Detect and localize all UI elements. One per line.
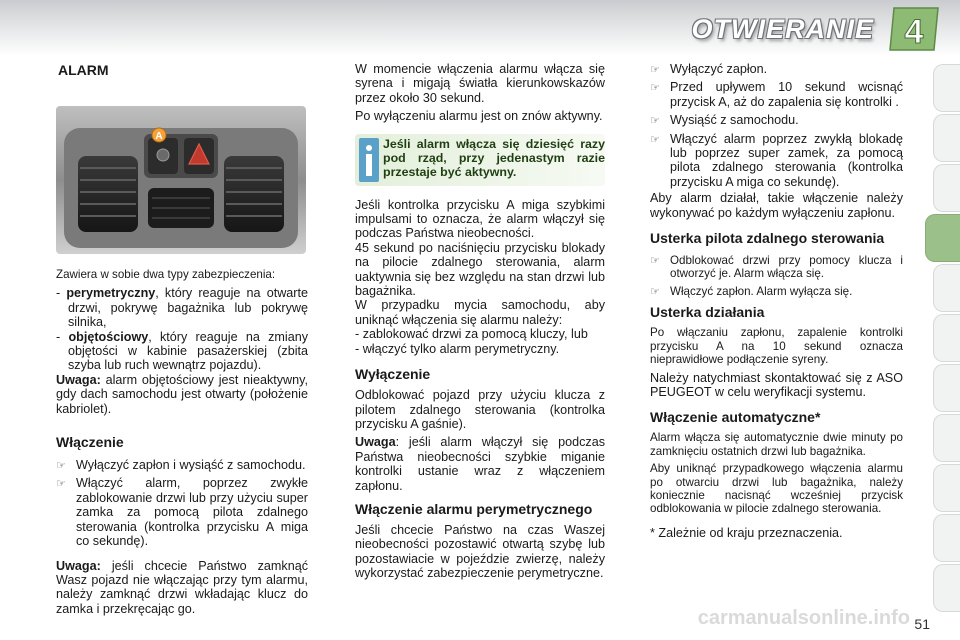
paragraph: Alarm włącza się automatycznie dwie minuty po zamknięciu ostatnich drzwi lub bagażnika. xyxy=(650,431,903,458)
step-text: Włączyć zapłon. Alarm wyłącza się. xyxy=(670,284,853,298)
pointing-hand-icon: ☞ xyxy=(56,478,66,491)
step-text: Włączyć alarm, poprzez zwykłe zablokowanie drzwi lub przy użyciu super zamka za pomocą pilota zdalnego sterowania (kontrolka przycisku A miga co sekundę). xyxy=(76,476,308,549)
alarm-button-photo xyxy=(56,106,306,254)
section-heading-auto: Włączenie automatyczne* xyxy=(650,409,821,426)
info-text: Jeśli alarm włącza się dziesięć razy pod rząd, przy jedenastym razie przestaje być aktywny. xyxy=(383,136,605,180)
section-heading-wlaczenie: Włączenie xyxy=(56,434,124,451)
chapter-tab[interactable] xyxy=(933,264,960,312)
chapter-tab[interactable] xyxy=(933,564,960,612)
step-item xyxy=(650,113,903,127)
note-text: jeśli chcecie Państwo zamknąć Wasz pojazd nie włączając przy tym alarmu, należy zamknąć drzwi wkładając klucz do zamka i przekręcając go. xyxy=(56,558,308,616)
note-label: Uwaga: xyxy=(56,558,101,573)
step-item xyxy=(650,80,903,109)
note-paragraph xyxy=(56,559,308,617)
paragraph: Po włączaniu zapłonu, zapalenie kontrolki przycisku A na 10 sekund oznacza nieprawidłowe podłączenie syreny. xyxy=(650,326,903,367)
chapter-tab[interactable] xyxy=(933,364,960,412)
page-number: 51 xyxy=(914,616,930,632)
step-text: Włączyć alarm poprzez zwykłą blokadę lub poprzez super zamek, za pomocą pilota zdalnego sterowania (kontrolka przycisku A miga co sekundę). xyxy=(670,131,903,189)
chapter-number: 4 xyxy=(904,13,924,51)
dash-item: - zablokować drzwi za pomocą kluczy, lub xyxy=(355,327,588,342)
svg-text:A: A xyxy=(155,131,163,142)
caption: Zawiera w sobie dwa typy zabezpieczenia: xyxy=(56,268,276,281)
pointing-hand-icon: ☞ xyxy=(650,255,660,268)
list-item: - perymetryczny, który reaguje na otwarte drzwi, pokrywę bagażnika lub pokrywę silnika, xyxy=(56,286,308,330)
term-text: , który reaguje na zmiany objętości w kabinie pasażerskiej (zbita szyba lub ruch wewnątrz pojazdu). xyxy=(68,329,308,373)
info-box xyxy=(355,134,605,186)
page-title: OTWIERANIE xyxy=(691,14,874,44)
step-item xyxy=(650,254,903,281)
chapter-tabs xyxy=(924,64,960,624)
chapter-tab[interactable] xyxy=(933,464,960,512)
section-heading-alarm: ALARM xyxy=(58,62,109,78)
paragraph: Aby uniknąć przypadkowego włączenia alarmu po otwarciu drzwi lub bagażnika, należy koniecznie nacisnąć wcześniej przycisk odblokowania w pilocie zdalnego sterowania. xyxy=(650,462,903,516)
pointing-hand-icon: ☞ xyxy=(650,133,660,146)
paragraph: 45 sekund po naciśnięciu przycisku blokady na pilocie zdalnego sterowania, alarm uaktywnia się bez względu na stan drzwi lub bagażnika. xyxy=(355,240,605,299)
column-3 xyxy=(650,62,903,540)
list-item: - objętościowy, który reaguje na zmiany objętości w kabinie pasażerskiej (zbita szyba lub ruch wewnątrz pojazdu). xyxy=(56,329,308,373)
pointing-hand-icon: ☞ xyxy=(650,115,660,128)
pointing-hand-icon: ☞ xyxy=(650,285,660,298)
term-volumetric: objętościowy xyxy=(68,329,149,344)
term-perimetric: perymetryczny xyxy=(66,286,156,301)
info-icon xyxy=(359,138,379,182)
paragraph: W momencie włączenia alarmu włącza się syrena i migają światła kierunkowskazów przez około 30 sekund. xyxy=(355,62,605,105)
pointing-hand-icon: ☞ xyxy=(56,460,66,473)
step-text: Odblokować drzwi przy pomocy klucza i otworzyć je. Alarm włącza się. xyxy=(670,254,903,281)
step-item xyxy=(56,458,308,472)
note-text: alarm objętościowy jest nieaktywny, gdy dach samochodu jest otwarty (położenie kabriolet). xyxy=(56,372,308,416)
paragraph: W przypadku mycia samochodu, aby uniknąć włączenia się alarmu należy: xyxy=(355,298,605,327)
step-item xyxy=(650,285,903,298)
step-text: Wyłączyć zapłon. xyxy=(670,62,768,76)
chapter-tab[interactable] xyxy=(933,64,960,112)
term-text: , który reaguje na otwarte drzwi, pokrywę bagażnika lub pokrywę silnika, xyxy=(68,286,308,330)
step-text: Przed upływem 10 sekund wcisnąć przycisk A, aż do zapalenia się kontrolki . xyxy=(670,80,903,109)
step-item xyxy=(56,476,308,548)
section-heading-wylaczenie: Wyłączenie xyxy=(355,366,431,383)
paragraph: Jeśli chcecie Państwo na czas Waszej nieobecności pozostawić otwartą szybę lub pozostawiacie w pojeździe zwierzę, należy wykorzystać zabezpieczenie perymetryczne. xyxy=(355,522,605,581)
step-text: Wyłączyć zapłon i wysiąść z samochodu. xyxy=(76,458,306,473)
section-heading-operation-fault: Usterka działania xyxy=(650,304,765,321)
step-item xyxy=(650,132,903,190)
note-label: Uwaga xyxy=(355,435,396,450)
section-heading-perimetric: Włączenie alarmu perymetrycznego xyxy=(355,500,593,517)
paragraph: Odblokować pojazd przy użyciu klucza z pilotem zdalnego sterowania (kontrolka przycisku A gaśnie). xyxy=(355,388,605,431)
paragraph: Należy natychmiast skontaktować się z ASO PEUGEOT w celu weryfikacji systemu. xyxy=(650,370,903,399)
paragraph: Po wyłączeniu alarmu jest on znów aktywny. xyxy=(355,109,603,124)
column-2 xyxy=(355,62,605,581)
note-paragraph xyxy=(355,435,605,493)
paragraph: Aby alarm działał, takie włączenie należy wykonywać po każdym wyłączeniu zapłonu. xyxy=(650,191,903,220)
pointing-hand-icon: ☞ xyxy=(650,64,660,76)
chapter-tab[interactable] xyxy=(933,114,960,162)
note-label: Uwaga: xyxy=(56,372,101,387)
chapter-number-badge xyxy=(888,6,942,52)
note-text: : jeśli alarm włączył się podczas Państwa nieobecności szybkie miganie kontrolki ustanie wraz z włączeniem zapłonu. xyxy=(355,435,605,493)
step-text: Wysiąść z samochodu. xyxy=(670,113,799,128)
chapter-tab[interactable] xyxy=(933,314,960,362)
step-item xyxy=(650,62,903,76)
watermark: carmanualsonline.info xyxy=(697,607,910,629)
column-1 xyxy=(56,62,308,616)
pointing-hand-icon: ☞ xyxy=(650,82,660,95)
footnote: * Zależnie od kraju przeznaczenia. xyxy=(650,525,843,540)
note-paragraph xyxy=(56,373,308,416)
chapter-tab[interactable] xyxy=(933,164,960,212)
dash-item: - włączyć tylko alarm perymetryczny. xyxy=(355,341,560,356)
chapter-tab[interactable] xyxy=(933,514,960,562)
section-heading-remote-fault: Usterka pilota zdalnego sterowania xyxy=(650,230,885,247)
paragraph: Jeśli kontrolka przycisku A miga szybkimi impulsami to oznacza, że alarm włączył się podczas Państwa nieobecności. xyxy=(355,197,605,241)
chapter-tab[interactable] xyxy=(933,414,960,462)
chapter-tab-active[interactable] xyxy=(925,214,960,262)
